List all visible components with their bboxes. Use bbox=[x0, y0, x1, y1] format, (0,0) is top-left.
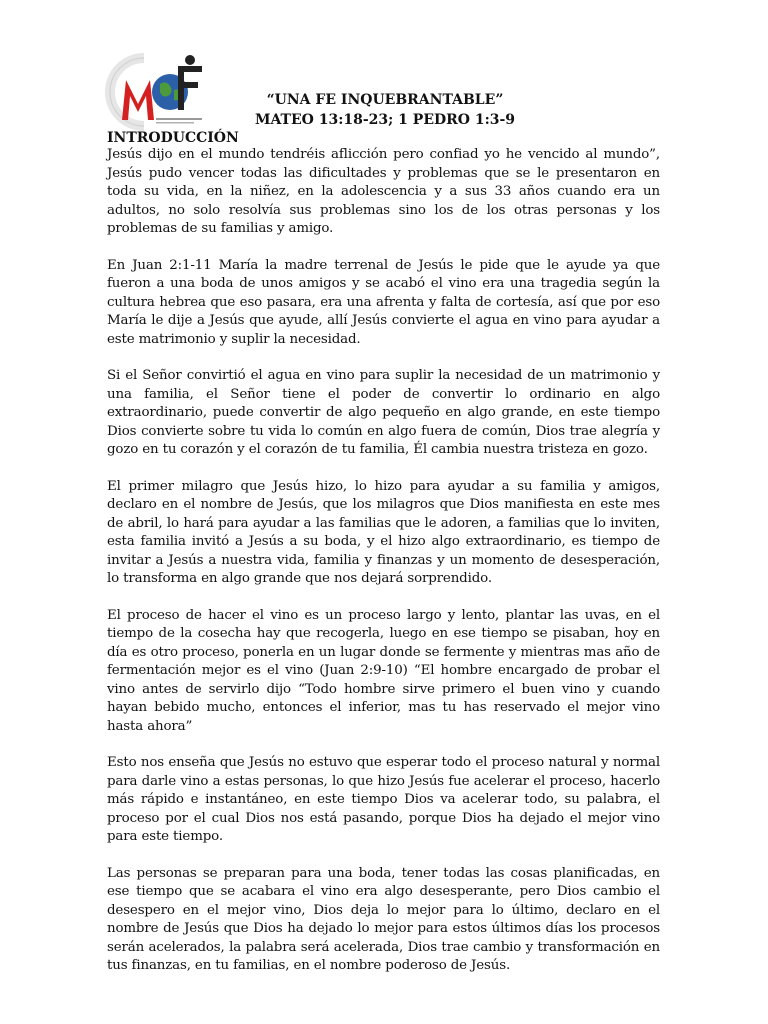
paragraph: Si el Señor convirtió el agua en vino para suplir la necesidad de un matrimonio y una familia, el Señor tiene el poder de convertir lo ordinario en algo extraordinario, puede convertir de algo pequeño en algo grande, en este tiempo Dios convierte sobre tu vida lo común en algo fuera de común, Dios trae alegría y gozo en tu corazón y el corazón de tu familia, Él cambia nuestra tristeza en gozo. bbox=[107, 368, 660, 457]
paragraph: Las personas se preparan para una boda, tener todas las cosas planificadas, en ese tiempo que se acabara el vino era algo desesperante, pero Dios cambio el desespero en el mejor vino, Dios deja lo mejor para lo último, declaro en el nombre de Jesús que Dios ha dejado lo mejor para estos últimos días los procesos serán acelerados, la palabra será acelerada, Dios trae cambio y transformación en tus finanzas, en tu familias, en el nombre poderoso de Jesús. bbox=[107, 865, 660, 973]
paragraph: Esto nos enseña que Jesús no estuvo que esperar todo el proceso natural y normal para darle vino a estas personas, lo que hizo Jesús fue acelerar el proceso, hacerlo más rápido e instantáneo, en este tiempo Dios va acelerar todo, su palabra, el proceso por el cual Dios nos está pasando, porque Dios ha dejado el mejor vino para este tiempo. bbox=[107, 755, 660, 844]
sermon-title: “UNA FE INQUEBRANTABLE” bbox=[266, 92, 504, 108]
paragraph: Jesús dijo en el mundo tendréis aflicción pero confiad yo he vencido al mundo”, Jesús pudo vencer todas las dificultades y problemas que se le presentaron en toda su vida, en la niñez, en la adolescencia y a sus 33 años cuando era un adultos, no solo resolvía sus problemas sino los de los otras personas y los problemas de su familias y amigo. bbox=[107, 147, 660, 236]
paragraph: El primer milagro que Jesús hizo, lo hizo para ayudar a su familia y amigos, declaro en el nombre de Jesús, que los milagros que Dios manifiesta en este mes de abril, lo hará para ayudar a las familias que le adoren, a familias que lo inviten, esta familia invitó a Jesús a su boda, y el hizo algo extraordinario, es tiempo de invitar a Jesús a nuestra vida, familia y finanzas y un momento de desesperación, lo transforma en algo grande que nos dejará sorprendido. bbox=[107, 478, 660, 586]
paragraph: En Juan 2:1-11 María la madre terrenal de Jesús le pide que le ayude ya que fueron a una boda de unos amigos y se acabó el vino era una tragedia según la cultura hebrea que eso pasara, era una afrenta y falta de cortesía, así que por eso María le dije a Jesús que ayude, allí Jesús convierte el agua en vino para ayudar a este matrimonio y suplir la necesidad. bbox=[107, 257, 660, 347]
section-heading: INTRODUCCIÓN bbox=[107, 130, 239, 146]
scripture-reference: MATEO 13:18-23; 1 PEDRO 1:3-9 bbox=[254, 112, 516, 128]
paragraph: El proceso de hacer el vino es un proceso largo y lento, plantar las uvas, en el tiempo de la cosecha hay que recogerla, luego en ese tiempo se pisaban, hoy en día es otro proceso, ponerla en un lugar donde se fermente y mientras mas año de fermentación mejor es el vino (Juan 2:9-10) “El hombre encargado de probar el vino antes de servirlo dijo “Todo hombre sirve primero el buen vino y cuando hayan bebido mucho, entonces el inferior, mas tu has reservado el mejor vino hasta ahora” bbox=[107, 607, 660, 734]
sermon-title-block bbox=[100, 90, 670, 130]
document-body bbox=[107, 146, 660, 994]
